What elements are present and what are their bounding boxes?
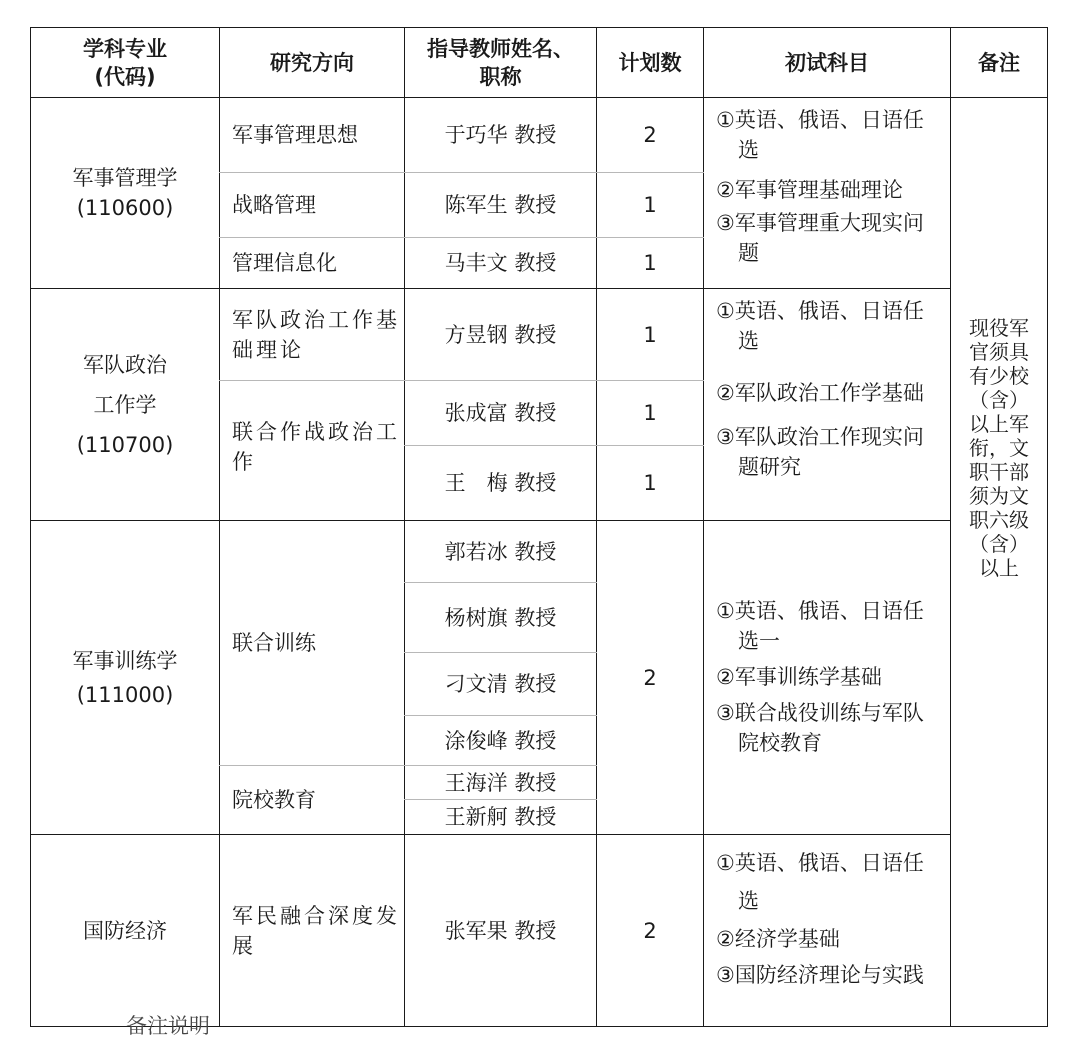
subject-code: (110600) [76, 196, 174, 220]
advisor-name: 王新舸 [444, 805, 508, 829]
subject-cell [31, 521, 219, 834]
table-border-right [1047, 27, 1048, 1027]
advisor-name: 张军果 [444, 918, 508, 943]
advisor-cell [405, 446, 596, 520]
advisor-name: 王 梅 [444, 471, 508, 495]
quota-cell: 1 [643, 193, 657, 217]
subject-code: (110700) [76, 432, 174, 457]
advisor-cell [405, 716, 596, 765]
subject-cell [31, 289, 219, 520]
exam-item: ③军队政治工作现实问题研究 [716, 425, 924, 479]
advisor-title: 教授 [514, 805, 557, 829]
advisor-name: 涂俊峰 [444, 728, 508, 753]
advisor-name: 马丰文 [444, 251, 508, 275]
header-subject-line1: 学科专业 [83, 36, 167, 61]
subject-cell: 国防经济 [83, 918, 167, 943]
direction-cell: 管理信息化 [232, 251, 337, 275]
advisor-title: 教授 [514, 193, 557, 217]
subject-name: 军事管理学 [72, 166, 178, 190]
advisor-cell [405, 653, 596, 715]
advisor-title: 教授 [514, 605, 557, 630]
exam-item: ①英语、俄语、日语任选 [716, 299, 924, 353]
header-exam: 初试科目 [785, 50, 869, 75]
exam-item: ②经济学基础 [716, 927, 840, 951]
direction-cell: 院校教育 [232, 788, 316, 812]
subject-code: (111000) [76, 682, 174, 707]
subject-name-line1: 军队政治 [83, 352, 167, 377]
header-advisor [405, 28, 596, 97]
advisor-title: 教授 [514, 539, 557, 564]
quota-cell: 1 [643, 471, 657, 495]
advisor-name: 王海洋 [444, 770, 508, 795]
exam-item: ③军事管理重大现实问题 [716, 211, 924, 265]
remark-text: 现役军官须具有少校（含）以上军衔，文职干部须为文职六级（含）以上 [969, 316, 1029, 580]
advisor-name: 方昱钢 [444, 322, 508, 347]
advisor-cell [405, 800, 596, 834]
advisor-title: 教授 [514, 918, 557, 943]
header-remark: 备注 [978, 50, 1020, 75]
quota-cell: 2 [643, 123, 657, 147]
exam-item: ②军队政治工作学基础 [716, 381, 924, 405]
subject-cell [31, 98, 219, 288]
exam-item: ①英语、俄语、日语任选 [716, 108, 924, 162]
direction-cell: 联合作战政治工作 [232, 419, 400, 474]
footer-cut-off-text: 备注说明 [126, 1014, 210, 1038]
header-advisor-line2: 职称 [479, 64, 522, 89]
advisor-title: 教授 [514, 251, 557, 275]
exam-subjects [716, 844, 944, 990]
advisor-cell [405, 238, 596, 288]
exam-item: ②军事管理基础理论 [716, 178, 903, 202]
header-subject [31, 28, 219, 97]
quota-cell: 1 [643, 251, 657, 275]
subject-name: 军事训练学 [72, 648, 178, 673]
direction-cell: 战略管理 [232, 193, 316, 217]
advisor-name: 杨树旗 [444, 605, 508, 630]
exam-subjects [716, 596, 944, 758]
advisor-cell [405, 766, 596, 799]
exam-item: ①英语、俄语、日语任选 [716, 851, 924, 913]
advisor-title: 教授 [514, 322, 557, 347]
exam-item: ③联合战役训练与军队院校教育 [716, 701, 924, 755]
advisor-name: 张成富 [444, 401, 508, 425]
direction-cell: 军队政治工作基础理论 [232, 307, 400, 362]
exam-item: ①英语、俄语、日语任选一 [716, 599, 924, 653]
advisor-name: 郭若冰 [444, 539, 508, 564]
advisor-cell [405, 289, 596, 380]
advisor-cell [405, 381, 596, 445]
advisor-title: 教授 [514, 401, 557, 425]
header-quota: 计划数 [618, 50, 682, 75]
quota-cell: 2 [643, 918, 657, 943]
subject-name-line2: 工作学 [93, 392, 157, 417]
advisor-title: 教授 [514, 123, 557, 147]
advisor-title: 教授 [514, 672, 557, 696]
direction-cell: 军民融合深度发展 [232, 903, 400, 958]
advisor-cell [405, 583, 596, 652]
direction-cell: 军事管理思想 [232, 123, 358, 147]
header-direction: 研究方向 [270, 50, 354, 75]
remark-cell [951, 316, 1047, 580]
exam-subjects [716, 296, 944, 482]
advisor-cell [405, 521, 596, 582]
advisor-cell [405, 173, 596, 237]
header-advisor-line1: 指导教师姓名、 [427, 36, 574, 61]
advisor-cell [405, 98, 596, 172]
advisor-title: 教授 [514, 471, 557, 495]
advisor-name: 于巧华 [444, 123, 508, 147]
advisor-cell [405, 835, 596, 1026]
exam-subjects [716, 105, 944, 268]
quota-cell: 2 [643, 665, 657, 690]
exam-item: ③国防经济理论与实践 [716, 963, 924, 987]
exam-item: ②军事训练学基础 [716, 665, 882, 689]
advisor-name: 陈军生 [444, 193, 508, 217]
advisor-title: 教授 [514, 770, 557, 795]
quota-cell: 1 [643, 401, 657, 425]
col-rule-4 [703, 27, 704, 1027]
advisor-name: 刁文清 [444, 672, 508, 696]
direction-cell: 联合训练 [232, 631, 316, 655]
quota-cell: 1 [643, 322, 657, 347]
header-subject-line2: (代码) [94, 64, 156, 89]
advisor-title: 教授 [514, 728, 557, 753]
